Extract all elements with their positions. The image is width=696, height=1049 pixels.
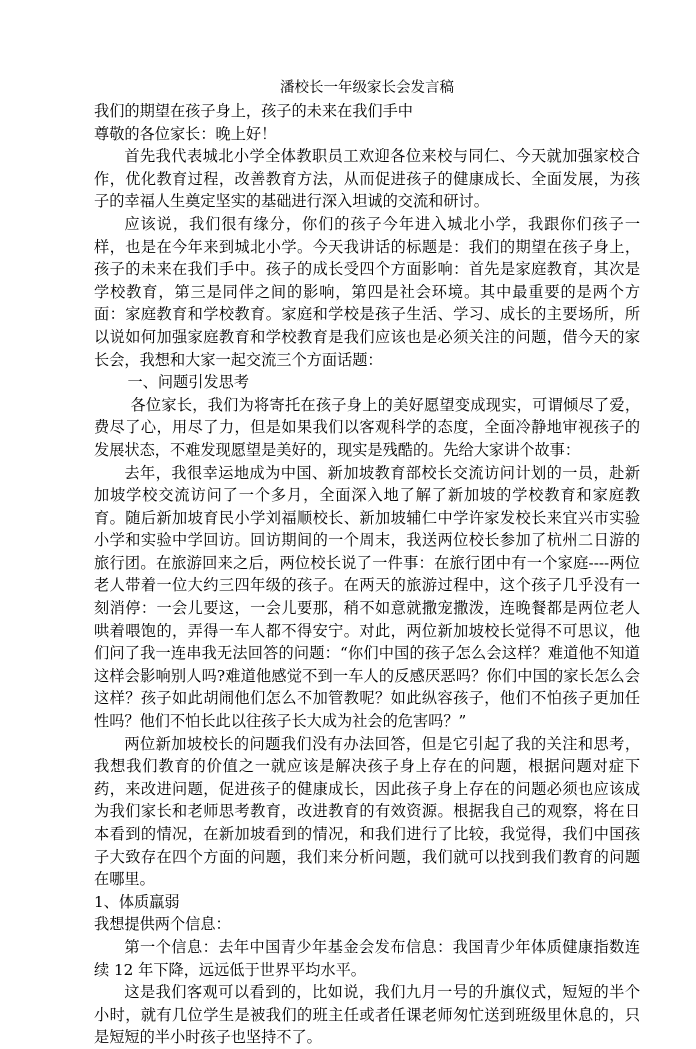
paragraph-info-lead: 我想提供两个信息：	[94, 915, 231, 934]
document-title: 潘校长一年级家长会发言稿	[280, 80, 454, 96]
paragraph-intro: 应该说，我们很有缘分，你们的孩子今年进入城北小学，我跟你们孩子一样，也是在今年来到城北小学。今天我讲话的标题是：我们的期望在孩子身上，孩子的未来在我们手中。孩子的成长受四个方面影响：首先是家庭教育，其次是学校教育，第三是同伴之间的影响，第四是社会环境。其中最重要的是两个方面：家庭教育和学校教育。家庭和学校是孩子生活、学习、成长的主要场所，所以说如何加强家庭教育和学校教育是我们应该也是必须关注的问题，借今天的家长会，我想和大家一起交流三个方面话题：	[94, 214, 640, 369]
document-page	[94, 78, 640, 1049]
subheading-physique: 1、体质羸弱	[94, 892, 180, 911]
paragraph-info-first: 第一个信息：去年中国青少年基金会发布信息：我国青少年体质健康指数连续 12 年下降，远远低于世界平均水平。	[94, 937, 640, 979]
section-heading-one: 一、问题引发思考	[127, 373, 249, 392]
greeting-line: 尊敬的各位家长：晚上好！	[94, 124, 277, 143]
paragraph-reflection: 两位新加坡校长的问题我们没有办法回答，但是它引起了我的关注和思考，我想我们教育的价值之一就应该是解决孩子身上存在的问题，根据问题对症下药，来改进问题，促进孩子的健康成长，因此孩子身上存在的问题必须也应该成为我们家长和老师思考教育，改进教育的有效资源。根据我自己的观察，将在日本看到的情况，在新加坡看到的情况，和我们进行了比较，我觉得，我们中国孩子大致存在四个方面的问题，我们来分析问题，我们就可以找到我们教育的问题在哪里。	[94, 734, 640, 889]
paragraph-story: 去年，我很幸运地成为中国、新加坡教育部校长交流访问计划的一员，赴新加坡学校交流访问了一个多月，全面深入地了解了新加坡的学校教育和家庭教育。随后新加坡育民小学刘福顺校长、新加坡辅仁中学许家发校长来宜兴市实验小学和实验中学回访。回访期间的一个周末，我送两位校长参加了杭州二日游的旅行团。在旅游回来之后，两位校长说了一件事：在旅行团中有一个家庭----两位老人带着一位大约三四年级的孩子。在两天的旅游过程中，这个孩子几乎没有一刻消停：一会儿要这，一会儿要那，稍不如意就撒宠撒泼，连晚餐都是两位老人哄着喂饱的，弄得一车人都不得安宁。对此，两位新加坡校长觉得不可思议，他们问了我一连串我无法回答的问题：“你们中国的孩子怎么会这样？难道他不知道这样会影响别人吗?难道他感觉不到一车人的反感厌恶吗？你们中国的家长怎么会这样？孩子如此胡闹他们怎么不加管教呢？如此纵容孩子，他们不怕孩子更加任性吗？他们不怕长此以往孩子长大成为社会的危害吗？”	[94, 463, 640, 731]
paragraph-observation: 这是我们客观可以看到的，比如说，我们九月一号的升旗仪式，短短的半个小时，就有几位学生是被我们的班主任或者任课老师匆忙送到班级里休息的，只是短短的半小时孩子也坚持不了。	[94, 983, 640, 1047]
paragraph-welcome: 首先我代表城北小学全体教职员工欢迎各位来校与同仁、今天就加强家校合作，优化教育过程，改善教育方法，从而促进孩子的健康成长、全面发展，为孩子的幸福人生奠定坚实的基础进行深入坦诚的交流和研讨。	[94, 147, 640, 211]
subtitle-line: 我们的期望在孩子身上，孩子的未来在我们手中	[94, 102, 413, 120]
paragraph-parents: 各位家长，我们为将寄托在孩子身上的美好愿望变成现实，可谓倾尽了爱，费尽了心，用尽了力，但是如果我们以客观科学的态度，全面冷静地审视孩子的发展状态，不难发现愿望是美好的，现实是残酷的。先给大家讲个故事：	[94, 395, 640, 459]
